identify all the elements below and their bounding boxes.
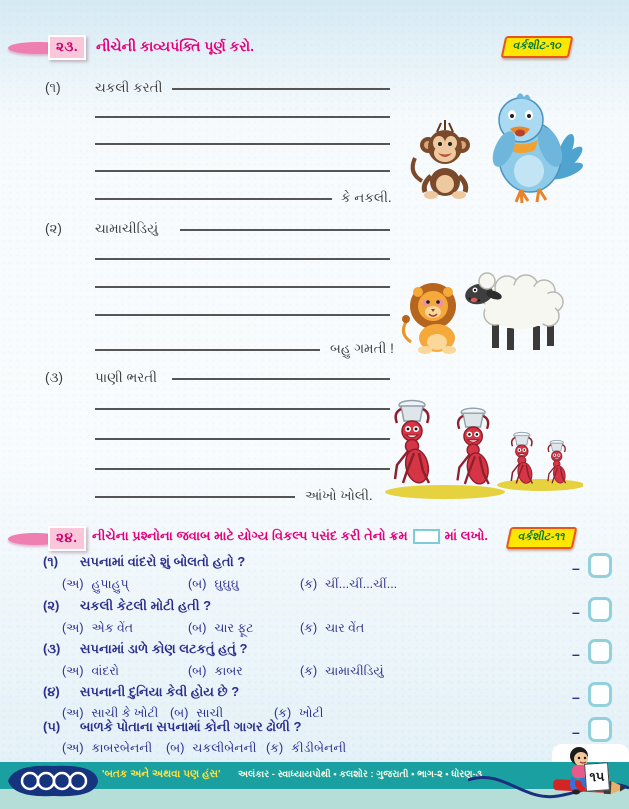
verse-end-text: બહુ ગમતી ! bbox=[330, 341, 394, 356]
ants-with-pots-illustration bbox=[383, 393, 583, 500]
section24-title-before: નીચેના પ્રશ્નોના જવાબ માટે યોગ્ય વિકલ્પ પસંદ કરી તેનો ક્રમ bbox=[92, 528, 408, 543]
section23-title: નીચેની કાવ્યપંક્તિ પૂર્ણ કરો. bbox=[96, 38, 255, 54]
verse-end-text: આંખો ખોલી. bbox=[305, 488, 373, 503]
mcq-option[interactable] bbox=[300, 664, 384, 679]
item-label: (૧) bbox=[45, 80, 61, 95]
mcq-label: (૧) bbox=[43, 554, 59, 569]
option-text: હુપાહુપ્ bbox=[91, 577, 129, 591]
mcq-question: સપનામાં ડાળે કોણ લટકતું હતું ? bbox=[80, 641, 248, 656]
section24-title bbox=[92, 528, 488, 544]
answer-blank-line[interactable] bbox=[95, 408, 390, 410]
answer-blank-line[interactable] bbox=[180, 229, 390, 231]
mcq-label: (૨) bbox=[43, 598, 60, 613]
verse-end-text: કે નકલી. bbox=[341, 190, 392, 205]
mcq-label: (૩) bbox=[43, 641, 61, 656]
answer-blank-line[interactable] bbox=[95, 116, 390, 118]
answer-blank-line[interactable] bbox=[95, 258, 390, 260]
mcq-option[interactable] bbox=[62, 621, 188, 636]
section23-number: ૨૩. bbox=[48, 35, 86, 60]
option-key: (ક) bbox=[274, 706, 292, 720]
mcq-option[interactable] bbox=[300, 577, 397, 592]
rank-entry-box[interactable] bbox=[413, 529, 440, 544]
mcq-option[interactable] bbox=[62, 577, 188, 592]
bird-icon bbox=[488, 93, 586, 203]
verse-start-text: પાણી ભરતી bbox=[95, 370, 158, 385]
page-number: ૧૫ bbox=[584, 762, 610, 792]
publisher-logo bbox=[6, 760, 100, 802]
option-text: ચકલીબેનની bbox=[192, 741, 257, 755]
option-text: સાચી bbox=[196, 706, 224, 720]
option-key: (ક) bbox=[300, 577, 318, 591]
answer-dash: – bbox=[572, 604, 580, 620]
option-text: સાચી કે ખોટી bbox=[91, 706, 159, 720]
option-text: ચામાચીડિયું bbox=[325, 664, 384, 678]
option-key: (ક) bbox=[300, 621, 318, 635]
option-key: (ક) bbox=[300, 664, 318, 678]
option-text: ઘુઘુઘુ bbox=[214, 577, 239, 591]
option-key: (અ) bbox=[62, 621, 84, 635]
section24-title-after: માં લખો. bbox=[444, 528, 489, 543]
item-label: (૩) bbox=[45, 370, 63, 385]
verse-start-text: ચકલી કરતી bbox=[95, 80, 163, 95]
answer-box[interactable] bbox=[588, 639, 612, 664]
option-text: કાબરબેનની bbox=[91, 741, 153, 755]
answer-blank-line[interactable] bbox=[172, 88, 390, 90]
option-text: કાબર bbox=[214, 664, 243, 678]
monkey-icon bbox=[413, 120, 470, 199]
option-key: (અ) bbox=[62, 741, 84, 755]
mcq-label: (૫) bbox=[43, 719, 61, 734]
section24-worksheet-badge: વર્કશીટ-૧૧ bbox=[506, 527, 578, 549]
option-text: ચીં...ચીં...ચીં... bbox=[325, 577, 398, 591]
answer-blank-line[interactable] bbox=[95, 286, 390, 288]
option-text: એક વેંત bbox=[91, 621, 134, 635]
lion-icon bbox=[402, 283, 456, 354]
option-text: કીડીબેનની bbox=[291, 741, 347, 755]
option-key: (ક) bbox=[266, 741, 284, 755]
monkey-and-bird-illustration bbox=[400, 85, 590, 210]
answer-blank-line[interactable] bbox=[95, 468, 390, 470]
option-key: (બ) bbox=[188, 621, 207, 635]
answer-blank-line[interactable] bbox=[95, 198, 332, 200]
option-key: (અ) bbox=[62, 664, 84, 678]
sheep-icon bbox=[463, 273, 563, 350]
answer-blank-line[interactable] bbox=[95, 170, 390, 172]
option-key: (બ) bbox=[188, 664, 207, 678]
mcq-option[interactable] bbox=[62, 664, 188, 679]
answer-box[interactable] bbox=[588, 682, 612, 707]
mcq-option[interactable] bbox=[266, 741, 346, 756]
mcq-option[interactable] bbox=[166, 741, 266, 756]
mcq-option[interactable] bbox=[188, 621, 300, 636]
answer-box[interactable] bbox=[588, 553, 612, 578]
answer-blank-line[interactable] bbox=[95, 143, 390, 145]
mcq-option[interactable] bbox=[300, 621, 364, 636]
lion-and-sheep-illustration bbox=[395, 262, 575, 357]
mcq-option[interactable] bbox=[188, 664, 300, 679]
answer-dash: – bbox=[572, 689, 580, 705]
answer-blank-line[interactable] bbox=[95, 314, 390, 316]
mcq-option[interactable] bbox=[62, 741, 166, 756]
option-key: (અ) bbox=[62, 577, 84, 591]
mcq-label: (૪) bbox=[43, 684, 60, 699]
option-key: (બ) bbox=[188, 577, 207, 591]
mcq-question: સપનાની દુનિયા કેવી હોય છે ? bbox=[80, 684, 240, 699]
mcq-question: બાળકે પોતાના સપનામાં કોની ગાગર ઢોળી ? bbox=[80, 719, 302, 734]
verse-start-text: ચામાચીડિયું bbox=[95, 221, 159, 236]
answer-blank-line[interactable] bbox=[95, 496, 295, 498]
option-key: (બ) bbox=[170, 706, 189, 720]
lesson-title: 'બતક અને અથવા પણ હંસ' bbox=[102, 768, 221, 780]
option-key: (બ) bbox=[166, 741, 185, 755]
option-text: વાંદરો bbox=[91, 664, 119, 678]
answer-blank-line[interactable] bbox=[172, 378, 390, 380]
item-label: (૨) bbox=[45, 221, 62, 236]
mcq-question: ચકલી કેટલી મોટી હતી ? bbox=[80, 598, 212, 613]
answer-box[interactable] bbox=[588, 597, 612, 622]
option-key: (અ) bbox=[62, 706, 84, 720]
answer-dash: – bbox=[572, 560, 580, 576]
series-info: અલંકાર - સ્વાધ્યાયપોથી • કલશોર : ગુજરાતી • ભાગ-૨ • ધોરણ-૩ bbox=[238, 769, 483, 780]
answer-blank-line[interactable] bbox=[95, 349, 320, 351]
mcq-option[interactable] bbox=[188, 577, 300, 592]
answer-dash: – bbox=[572, 724, 580, 740]
section24-number: ૨૪. bbox=[48, 526, 86, 551]
section23-worksheet-badge: વર્કશીટ-૧૦ bbox=[501, 36, 574, 58]
answer-dash: – bbox=[572, 646, 580, 662]
option-text: ખોટી bbox=[299, 706, 324, 720]
mcq-question: સપનામાં વાંદરો શું બોલતો હતો ? bbox=[80, 554, 246, 569]
option-text: ચાર ફૂટ bbox=[214, 621, 254, 635]
answer-blank-line[interactable] bbox=[95, 438, 390, 440]
option-text: ચાર વેંત bbox=[325, 621, 365, 635]
answer-box[interactable] bbox=[588, 717, 612, 742]
